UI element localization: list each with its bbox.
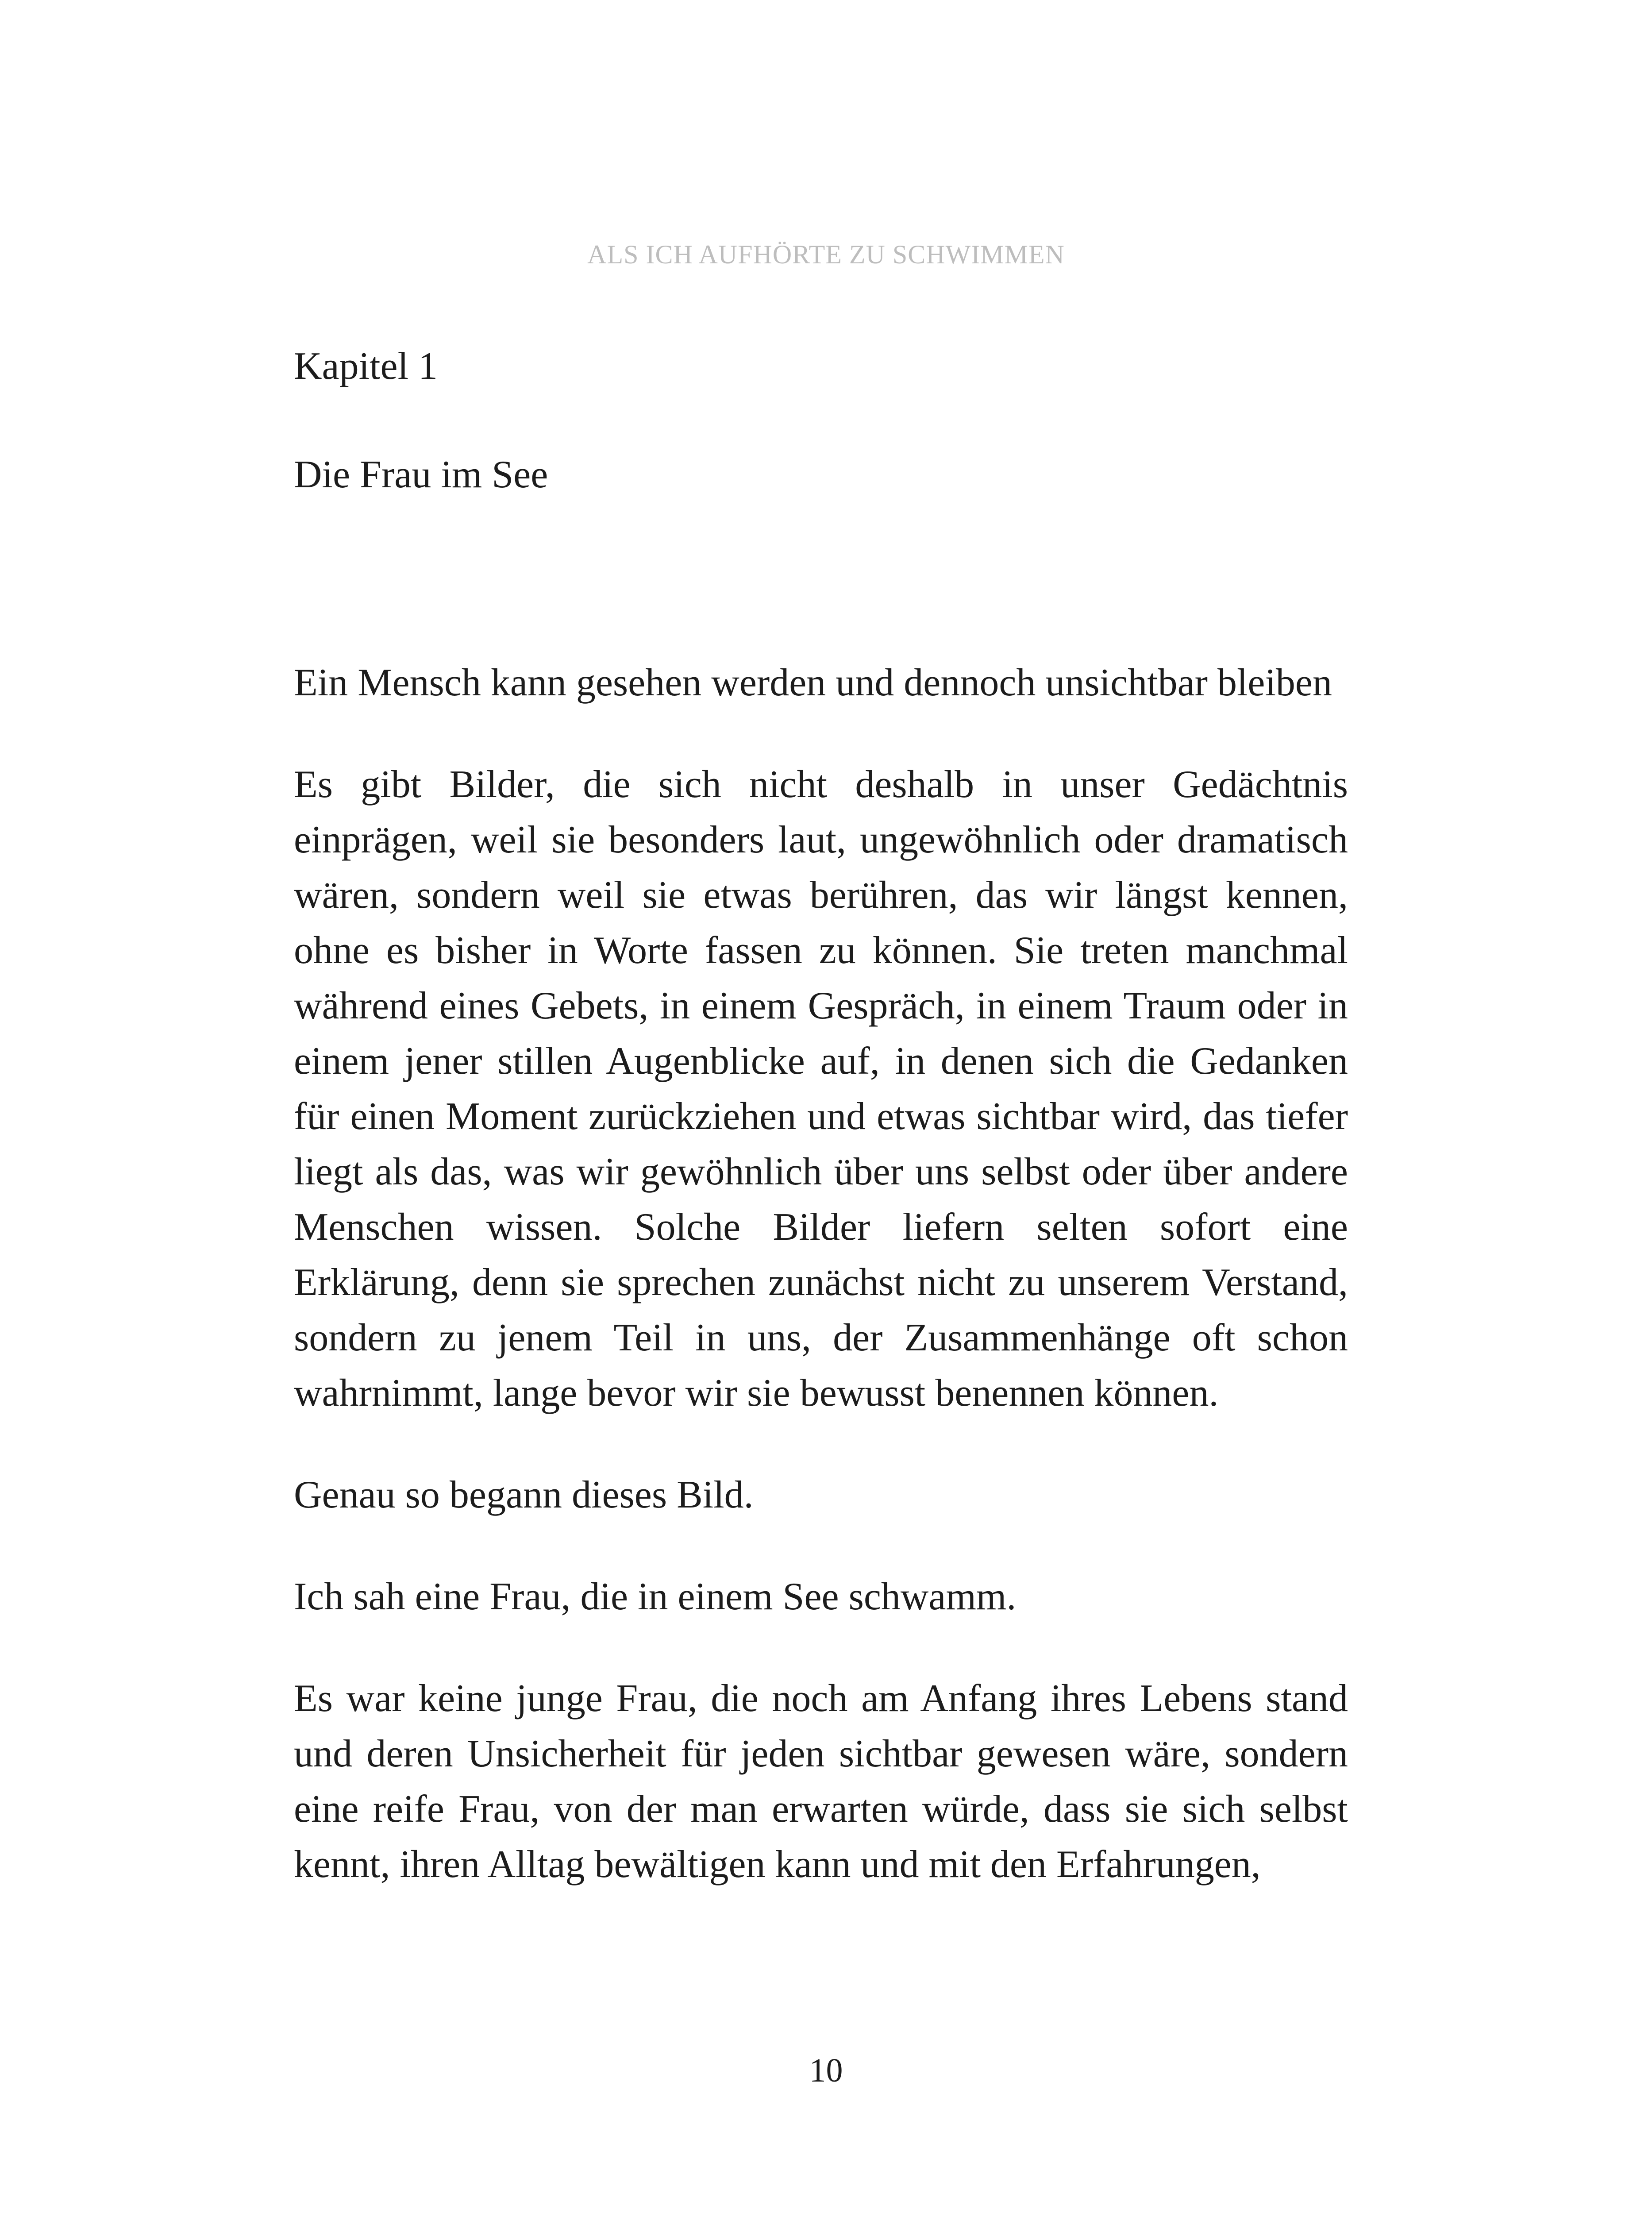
running-header: ALS ICH AUFHÖRTE ZU SCHWIMMEN bbox=[587, 240, 1065, 269]
chapter-title: Die Frau im See bbox=[294, 453, 548, 496]
chapter-number: Kapitel 1 bbox=[294, 345, 438, 388]
paragraph: Ich sah eine Frau, die in einem See schwamm. bbox=[294, 1575, 1017, 1618]
paragraph: Es war keine junge Frau, die noch am Anfang ihres Lebens stand und deren Unsicherheit für jeden sichtbar gewesen wäre, sondern eine reife Frau, von der man erwarten würde, dass sie sich selbst kennt, ihren Alltag bewältigen kann und mit den Erfahrungen, bbox=[294, 1677, 1348, 1886]
paragraph: Genau so begann dieses Bild. bbox=[294, 1473, 754, 1516]
body-text bbox=[294, 655, 1348, 1939]
paragraph: Es gibt Bilder, die sich nicht deshalb in unser Gedächtnis einprägen, weil sie besonders laut, ungewöhnlich oder dramatisch wären, sondern weil sie etwas berühren, das wir längst kennen, ohne es bisher in Worte fassen zu können. Sie treten manchmal während eines Gebets, in einem Gespräch, in einem Traum oder in einem jener stillen Augenblicke auf, in denen sich die Gedanken für einen Moment zurückziehen und etwas sichtbar wird, das tiefer liegt als das, was wir gewöhnlich über uns selbst oder über andere Menschen wissen. Solche Bilder liefern selten sofort eine Erklärung, denn sie sprechen zunächst nicht zu unserem Verstand, sondern zu jenem Teil in uns, der Zusammenhänge oft schon wahrnimmt, lange bevor wir sie bewusst benennen können. bbox=[294, 763, 1348, 1415]
page-number: 10 bbox=[809, 2052, 843, 2089]
section-subheading: Ein Mensch kann gesehen werden und dennoch unsichtbar bleiben bbox=[294, 661, 1332, 704]
